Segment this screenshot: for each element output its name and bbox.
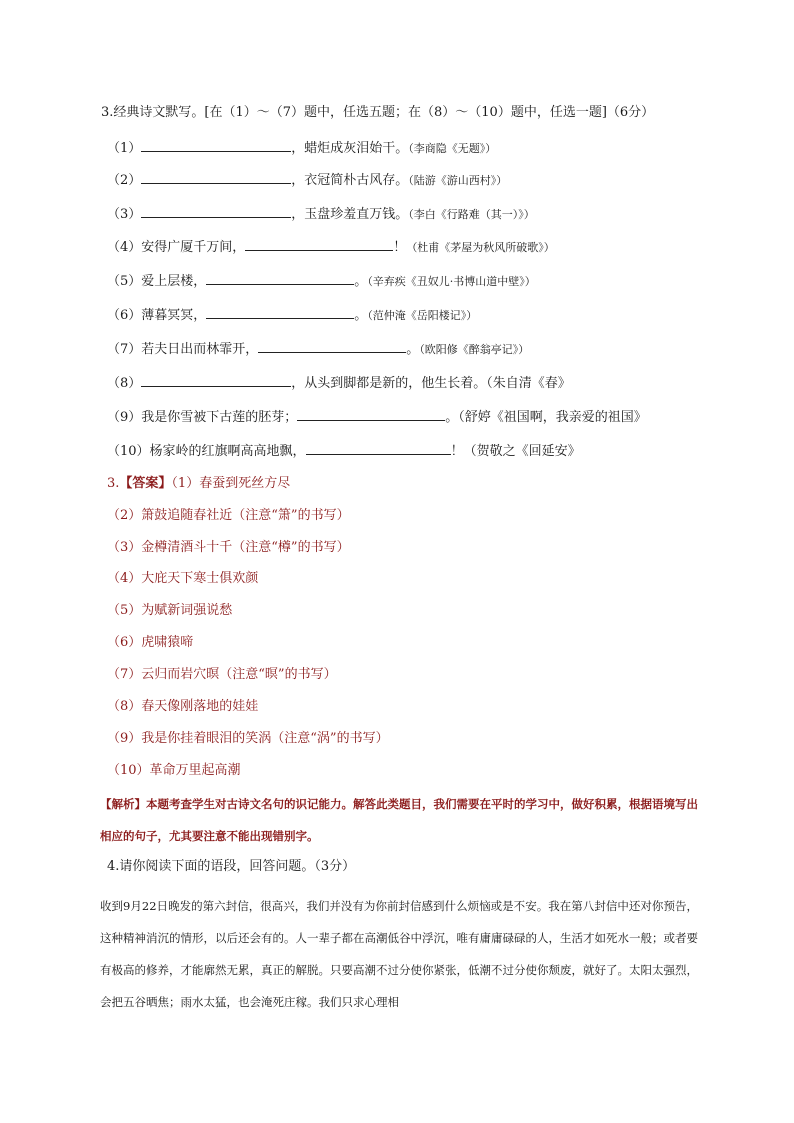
fill-item-7 [107, 339, 529, 359]
item-text-after: ，玉盘珍羞直万钱。 [291, 207, 409, 222]
question-3-title [101, 104, 654, 122]
item-text-after: 。 [354, 274, 368, 289]
item-number: （6） [107, 308, 142, 323]
item-number: （1） [107, 141, 142, 156]
answer-text: （7）云归而岩穴暝（注意“暝”的书写） [107, 667, 337, 682]
question-4-title-text: 4.请你阅读下面的语段，回答问题。（3分） [107, 859, 356, 874]
item-number: （4） [107, 240, 142, 255]
answer-blank[interactable] [258, 339, 406, 353]
item-number: （3） [107, 207, 142, 222]
answer-blank[interactable] [245, 237, 393, 251]
fill-item-6 [107, 305, 477, 325]
answer-text: （3）金樽清酒斗十千（注意“樽”的书写） [107, 540, 350, 555]
item-source: （范仲淹《岳阳楼记》） [367, 309, 478, 322]
answer-line-8 [107, 698, 258, 716]
answer-line-6 [107, 634, 193, 652]
answer-label: 【答案】 [119, 476, 172, 491]
item-text-before: 若夫日出而林霏开， [141, 342, 259, 357]
item-text-after: ，蜡炬成灰泪始干。 [291, 141, 409, 156]
item-number: （5） [107, 274, 142, 289]
item-source: （李白《行路难（其一）》） [408, 208, 535, 221]
answer-blank[interactable] [141, 204, 291, 218]
answer-line-10 [107, 762, 241, 780]
item-text-before: 爱上层楼， [141, 274, 207, 289]
fill-item-1 [107, 138, 496, 158]
answer-line-9 [107, 730, 389, 748]
answer-blank[interactable] [141, 170, 291, 184]
answer-line-7 [107, 666, 337, 684]
answer-blank[interactable] [206, 305, 354, 319]
question-3-title-text: 3.经典诗文默写。[在（1）～（7）题中，任选五题；在（8）～（10）题中，任选一题]（6分） [101, 105, 655, 120]
answer-blank[interactable] [297, 407, 445, 421]
analysis-label: 【解析】 [100, 797, 146, 811]
answer-text: （5）为赋新词强说愁 [107, 603, 233, 618]
item-text-after: ！ [393, 240, 407, 255]
item-text-before: 杨家岭的红旗啊高高地飘， [149, 444, 306, 459]
item-number: （2） [107, 173, 142, 188]
answer-line-3 [107, 539, 350, 557]
item-source: （辛弃疾《丑奴儿·书博山道中壁》） [367, 275, 536, 288]
question-4-title [107, 858, 355, 876]
fill-item-10 [107, 441, 581, 461]
answer-prefix: 3. [107, 476, 120, 491]
analysis-text: 本题考查学生对古诗文名句的识记能力。解答此类题目，我们需要在平时的学习中，做好积累，根据语境写出相应的句子，尤其要注意不能出现错别字。 [100, 797, 698, 843]
answer-blank[interactable] [206, 271, 354, 285]
item-source: （李商隐《无题》） [408, 142, 497, 155]
answer-text: （1）春蚕到死丝方尽 [171, 476, 291, 491]
fill-item-3 [107, 204, 535, 224]
answer-text: （8）春天像刚落地的娃娃 [107, 699, 259, 714]
item-text-after: ，从头到脚都是新的，他生长着。（朱自清《春》 [291, 376, 571, 391]
item-text-before: 我是你雪被下古莲的胚芽； [141, 410, 298, 425]
answer-text: （6）虎啸猿啼 [107, 635, 194, 650]
fill-item-8 [107, 373, 571, 393]
answer-text: （9）我是你挂着眼泪的笑涡（注意“涡”的书写） [107, 731, 389, 746]
passage-text: 收到9月22日晚发的第六封信，很高兴，我们并没有为你前封信感到什么烦恼或是不安。我在第八封信中还对你预告，这种精神消沉的情形，以后还会有的。人一辈子都在高潮低谷中浮沉，唯有庸庸碌碌的人，生活才如死水一般；或者要有极高的修养，才能廓然无累，真正的解脱。只要高潮不过分使你紧张，低潮不过分使你颓废，就好了。太阳太强烈，会把五谷晒焦；雨水太猛，也会淹死庄稼。我们只求心理相 [100, 899, 698, 1009]
reading-passage [100, 890, 698, 1018]
answer-text: （4）大庇天下寒士俱欢颜 [107, 571, 259, 586]
item-number: （10） [107, 444, 150, 459]
fill-item-2 [107, 170, 507, 190]
answer-blank[interactable] [306, 441, 451, 455]
item-text-after: 。 [354, 308, 368, 323]
item-text-after: 。（舒婷《祖国啊，我亲爱的祖国》 [445, 410, 647, 425]
item-source: （陆游《游山西村》） [408, 174, 508, 187]
answer-text: （2）箫鼓追随春社近（注意“箫”的书写） [107, 508, 350, 523]
fill-item-5 [107, 271, 536, 291]
answer-text: （10）革命万里起高潮 [107, 763, 241, 778]
item-source: （杜甫《茅屋为秋风所破歌》） [406, 241, 555, 254]
answer-line-4 [107, 570, 258, 588]
item-text-before: 安得广厦千万间， [141, 240, 246, 255]
answer-line-1 [107, 475, 290, 493]
fill-item-9 [107, 407, 647, 427]
answer-line-2 [107, 507, 350, 525]
item-text-after: 。 [406, 342, 420, 357]
answer-line-5 [107, 602, 232, 620]
answer-blank[interactable] [141, 373, 291, 387]
item-number: （7） [107, 342, 142, 357]
item-source: （欧阳修《醉翁亭记》） [419, 343, 530, 356]
answer-blank[interactable] [141, 138, 291, 152]
item-number: （9） [107, 410, 142, 425]
item-text-after: ！（贺敬之《回延安》 [450, 444, 581, 459]
item-number: （8） [107, 376, 142, 391]
item-text-before: 薄暮冥冥， [141, 308, 207, 323]
item-text-after: ，衣冠简朴古风存。 [291, 173, 409, 188]
analysis-paragraph [100, 788, 698, 852]
fill-item-4 [107, 237, 555, 257]
